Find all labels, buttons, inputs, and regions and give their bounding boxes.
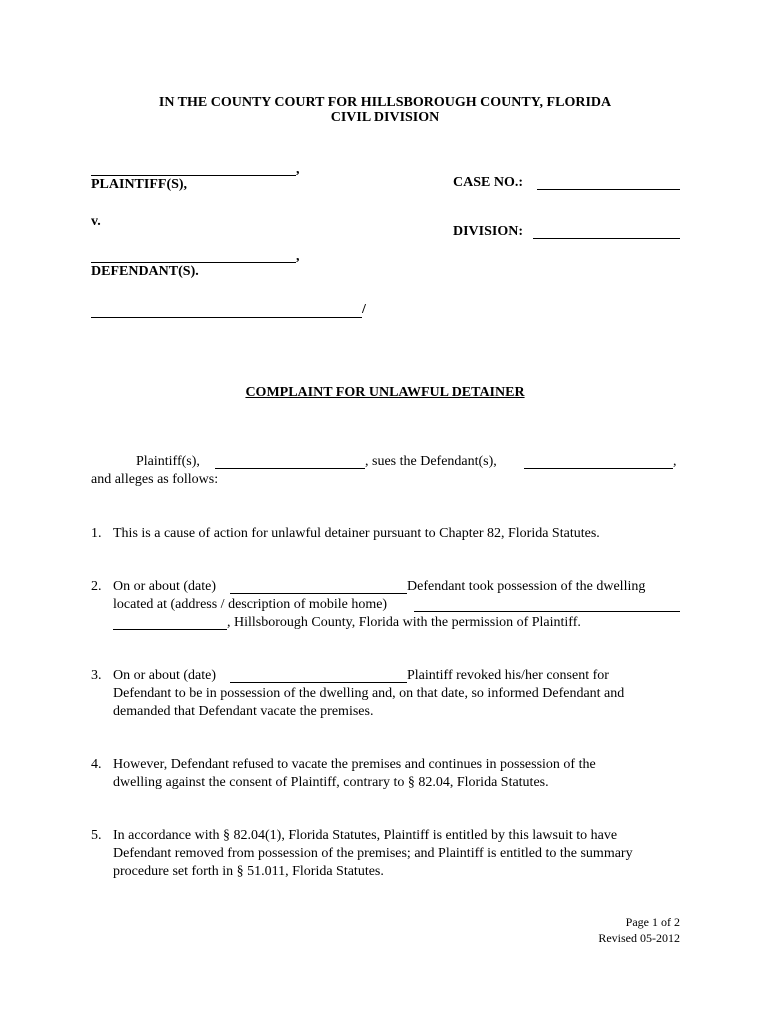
para-2-address-field-2[interactable] bbox=[113, 629, 227, 630]
revision-date: Revised 05-2012 bbox=[598, 931, 680, 945]
defendant-comma: , bbox=[296, 249, 300, 264]
para-5-text-b: Defendant removed from possession of the premises; and Plaintiff is entitled to the summary bbox=[113, 846, 633, 861]
para-1-text: This is a cause of action for unlawful detainer pursuant to Chapter 82, Florida Statutes. bbox=[113, 526, 600, 541]
para-2-text-d: , Hillsborough County, Florida with the permission of Plaintiff. bbox=[227, 615, 581, 630]
para-3-text-a: On or about (date) bbox=[113, 668, 217, 683]
case-no-field[interactable] bbox=[537, 189, 680, 190]
para-5-text-c: procedure set forth in § 51.011, Florida Statutes. bbox=[113, 864, 384, 879]
para-4-text-b: dwelling against the consent of Plaintiff, contrary to § 82.04, Florida Statutes. bbox=[113, 775, 549, 790]
document-title: COMPLAINT FOR UNLAWFUL DETAINER bbox=[245, 385, 525, 400]
plaintiff-name-line[interactable] bbox=[91, 175, 296, 176]
para-3-number: 3. bbox=[91, 668, 102, 683]
para-2-address-field[interactable] bbox=[414, 611, 680, 612]
para-2-date-field[interactable] bbox=[230, 593, 407, 594]
division-heading: CIVIL DIVISION bbox=[330, 110, 440, 125]
para-3-text-c: Defendant to be in possession of the dwelling and, on that date, so informed Defendant and bbox=[113, 686, 625, 701]
intro-line-2: and alleges as follows: bbox=[91, 472, 219, 487]
para-3-text-b: Plaintiff revoked his/her consent for bbox=[407, 668, 609, 683]
intro-defendant-text: , sues the Defendant(s), bbox=[365, 454, 497, 469]
para-4-number: 4. bbox=[91, 757, 102, 772]
para-1-number: 1. bbox=[91, 526, 102, 541]
intro-defendant-field[interactable] bbox=[524, 468, 673, 469]
case-no-label: CASE NO.: bbox=[453, 175, 524, 190]
caption-slash: / bbox=[362, 302, 366, 317]
intro-comma: , bbox=[673, 454, 677, 469]
plaintiff-label: PLAINTIFF(S), bbox=[91, 177, 188, 192]
versus-label: v. bbox=[91, 214, 101, 229]
division-label: DIVISION: bbox=[453, 224, 524, 239]
caption-closing-line[interactable] bbox=[91, 317, 362, 318]
defendant-label: DEFENDANT(S). bbox=[91, 264, 199, 279]
page-number: Page 1 of 2 bbox=[625, 915, 680, 929]
para-2-text-a: On or about (date) bbox=[113, 579, 217, 594]
division-field[interactable] bbox=[533, 238, 680, 239]
intro-plaintiff-text: Plaintiff(s), bbox=[136, 454, 200, 469]
para-2-number: 2. bbox=[91, 579, 102, 594]
para-5-number: 5. bbox=[91, 828, 102, 843]
para-3-date-field[interactable] bbox=[230, 682, 407, 683]
plaintiff-comma: , bbox=[296, 162, 300, 177]
para-2-text-b: Defendant took possession of the dwelling bbox=[407, 579, 646, 594]
court-heading: IN THE COUNTY COURT FOR HILLSBOROUGH COUNTY, FLORIDA bbox=[158, 95, 612, 110]
para-2-text-c: located at (address / description of mobile home) bbox=[113, 597, 388, 612]
intro-plaintiff-field[interactable] bbox=[215, 468, 365, 469]
para-4-text-a: However, Defendant refused to vacate the premises and continues in possession of the bbox=[113, 757, 596, 772]
para-3-text-d: demanded that Defendant vacate the premises. bbox=[113, 704, 374, 719]
defendant-name-line[interactable] bbox=[91, 262, 296, 263]
para-5-text-a: In accordance with § 82.04(1), Florida Statutes, Plaintiff is entitled by this lawsuit to have bbox=[113, 828, 618, 843]
